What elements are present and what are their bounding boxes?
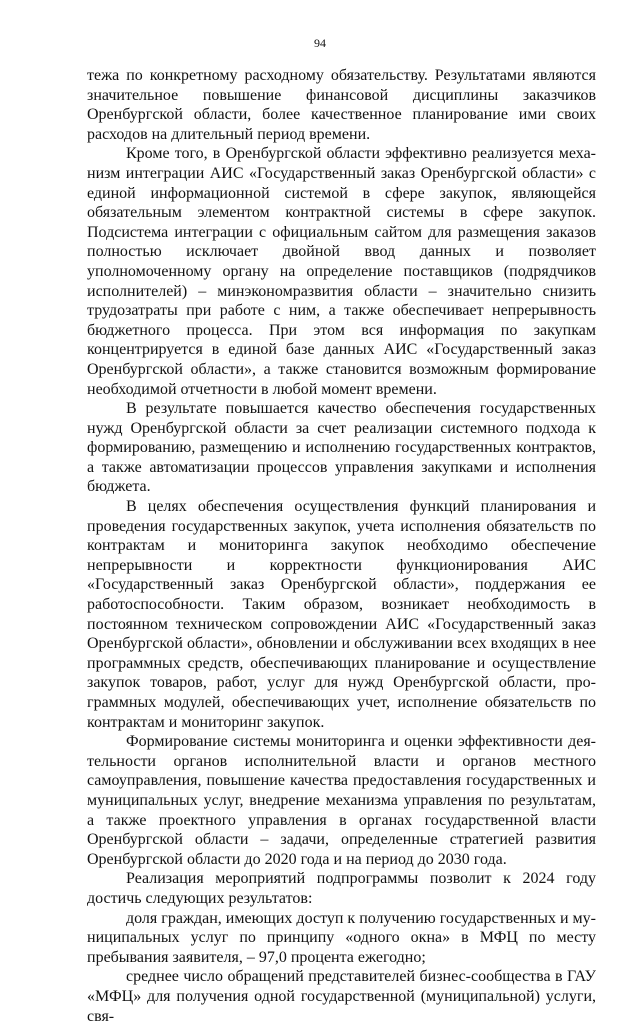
page-number: 94 [314, 36, 326, 50]
paragraph-technical-support: В целях обеспечения осуществления функций планирования и проведения государственных закупок, учета исполнения обязательств по контрактам и мониторинга закупок необходимо обеспечение непрерывности и корректности функционирования АИС «Государственный заказ Оренбургской области», поддержания ее работоспособности. Таким образом, возникает необходимость в постоянном техническом сопровождении АИС «Государственный заказ Оренбургской области», обновлении и обслуживании всех входящих в нее программных средств, обеспечивающих планирование и осуществление закупок товаров, работ, услуг для нужд Оренбургской области, программных модулей, обеспечивающих учет, исполнение обязательств по контрактам и мониторинг закупок. [87, 498, 596, 731]
paragraph-expected-results: Реализация мероприятий подпрограммы позволит к 2024 году достичь следующих результатов: [87, 870, 596, 907]
paragraph-result-business-requests: среднее число обращений представителей бизнес-сообщества в ГАУ «МФЦ» для получения одной государственной (муниципальной) услуги, свя- [87, 968, 596, 1025]
paragraph-integration-mechanism: Кроме того, в Оренбургской области эффективно реализуется механизм интеграции АИС «Государственный заказ Оренбургской области» с единой информационной системой в сфере закупок, являющейся обязательным элементом контрактной системы в сфере закупок. Подсистема интеграции с официальным сайтом для размещения заказов полностью исключает двойной ввод данных и позволяет уполномоченному органу на определение поставщиков (подрядчиков исполнителей) – минэкономразвития области – значительно снизить трудозатраты при работе с ним, а также обеспечивает непрерывность бюджетного процесса. При этом вся информация по закупкам концентрируется в единой базе данных АИС «Государственный заказ Оренбургской области», а также становится возможным формирование необходимой отчетности в любой момент времени. [87, 145, 596, 398]
paragraph-quality-improvement: В результате повышается качество обеспечения государственных нужд Оренбургской области за счет реализации системного подхода к формированию, размещению и исполнению государственных контрактов, а также автоматизации процессов управления закупками и исполнения бюджета. [87, 400, 596, 496]
document-body [87, 66, 596, 1026]
paragraph-result-share-citizens: доля граждан, имеющих доступ к получению государственных и муниципальных услуг по принципу «одного окна» в МФЦ по месту пребывания заявителя, – 97,0 процента ежегодно; [87, 909, 596, 966]
paragraph-monitoring-system: Формирование системы мониторинга и оценки эффективности деятельности органов исполнительной власти и органов местного самоуправления, повышение качества предоставления государственных и муниципальных услуг, внедрение механизма управления по результатам, а также проектного управления в органах государственной власти Оренбургской области – задачи, определенные стратегией развития Оренбургской области до 2020 года и на период до 2030 года. [87, 733, 596, 868]
paragraph-continuation: тежа по конкретному расходному обязательству. Результатами являются значительное повышение финансовой дисциплины заказчиков Оренбургской области, более качественное планирование ими своих расходов на длительный период времени. [87, 67, 596, 143]
